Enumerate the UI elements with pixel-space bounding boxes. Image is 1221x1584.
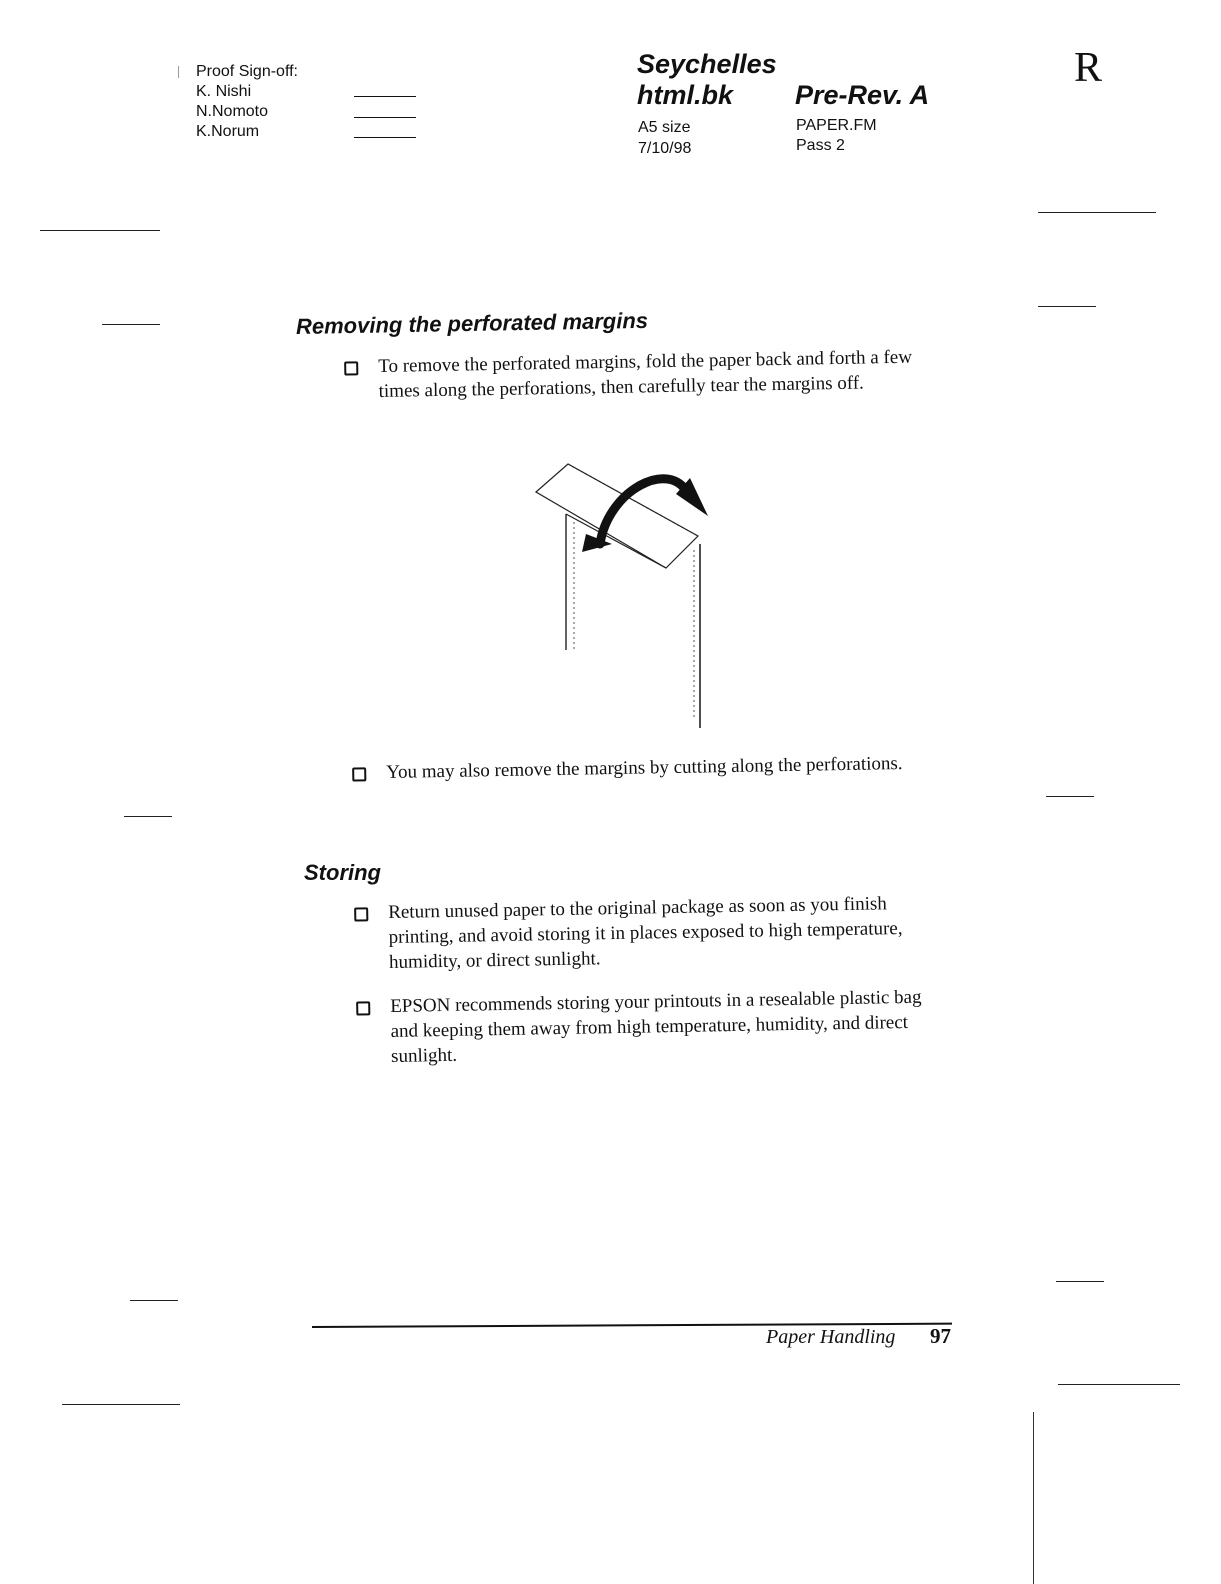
- crop-mark: [1058, 1384, 1180, 1385]
- footer-title: Paper Handling: [766, 1326, 896, 1348]
- header-revision: Pre-Rev. A: [795, 80, 930, 110]
- list-item: [390, 984, 947, 1069]
- list-item: [378, 344, 929, 404]
- header-size: A5 size: [638, 119, 691, 136]
- bullet-text: EPSON recommends storing your printouts in a resealable plastic bag and keeping them away from high temperature, humidity, and direct sunlight.: [390, 986, 922, 1067]
- bullet-text: Return unused paper to the original package as soon as you finish printing, and avoid storing it in places exposed to high temperature, humidity, or direct sunlight.: [388, 893, 903, 973]
- proof-name-2: N.Nomoto: [196, 103, 269, 120]
- checkbox-bullet-icon: [352, 767, 366, 781]
- proof-name-3: K.Norum: [196, 123, 260, 140]
- list-item: [386, 751, 916, 785]
- checkbox-bullet-icon: [356, 1001, 370, 1015]
- crop-mark: [1046, 796, 1094, 797]
- proof-title: Proof Sign-off:: [196, 63, 298, 80]
- corner-letter: R: [1074, 45, 1103, 91]
- header-date: 7/10/98: [638, 140, 692, 157]
- header-project: Seychelles: [637, 49, 777, 79]
- checkbox-bullet-icon: [354, 907, 368, 921]
- header-pass: Pass 2: [796, 137, 845, 154]
- gutter-mark: [178, 66, 179, 78]
- signoff-line-1: [354, 96, 416, 97]
- crop-mark: [1038, 306, 1096, 307]
- section-heading-storing: Storing: [304, 860, 381, 885]
- proof-name-1: K. Nishi: [196, 83, 252, 100]
- crop-mark: [130, 1300, 178, 1301]
- proof-signoff: [196, 62, 298, 142]
- bullet-text: To remove the perforated margins, fold the paper back and forth a few times along the perforations, then carefully tear the margins off.: [378, 346, 913, 402]
- checkbox-bullet-icon: [344, 361, 358, 375]
- header-file: PAPER.FM: [796, 117, 877, 134]
- list-item: [388, 890, 949, 975]
- bullet-text: You may also remove the margins by cutting along the perforations.: [386, 752, 903, 783]
- header-book: html.bk: [637, 80, 734, 110]
- crop-mark-vertical: [1033, 1412, 1034, 1584]
- fold-paper-illustration: [530, 460, 720, 735]
- crop-mark: [124, 816, 172, 817]
- signoff-line-3: [354, 137, 416, 138]
- section-heading-removing: Removing the perforated margins: [295, 307, 649, 339]
- crop-mark: [102, 324, 160, 325]
- crop-mark: [62, 1404, 180, 1405]
- signoff-line-2: [354, 117, 416, 118]
- crop-mark: [1038, 212, 1156, 213]
- page-number: 97: [930, 1324, 951, 1348]
- crop-mark: [40, 230, 160, 231]
- crop-mark: [1056, 1281, 1104, 1282]
